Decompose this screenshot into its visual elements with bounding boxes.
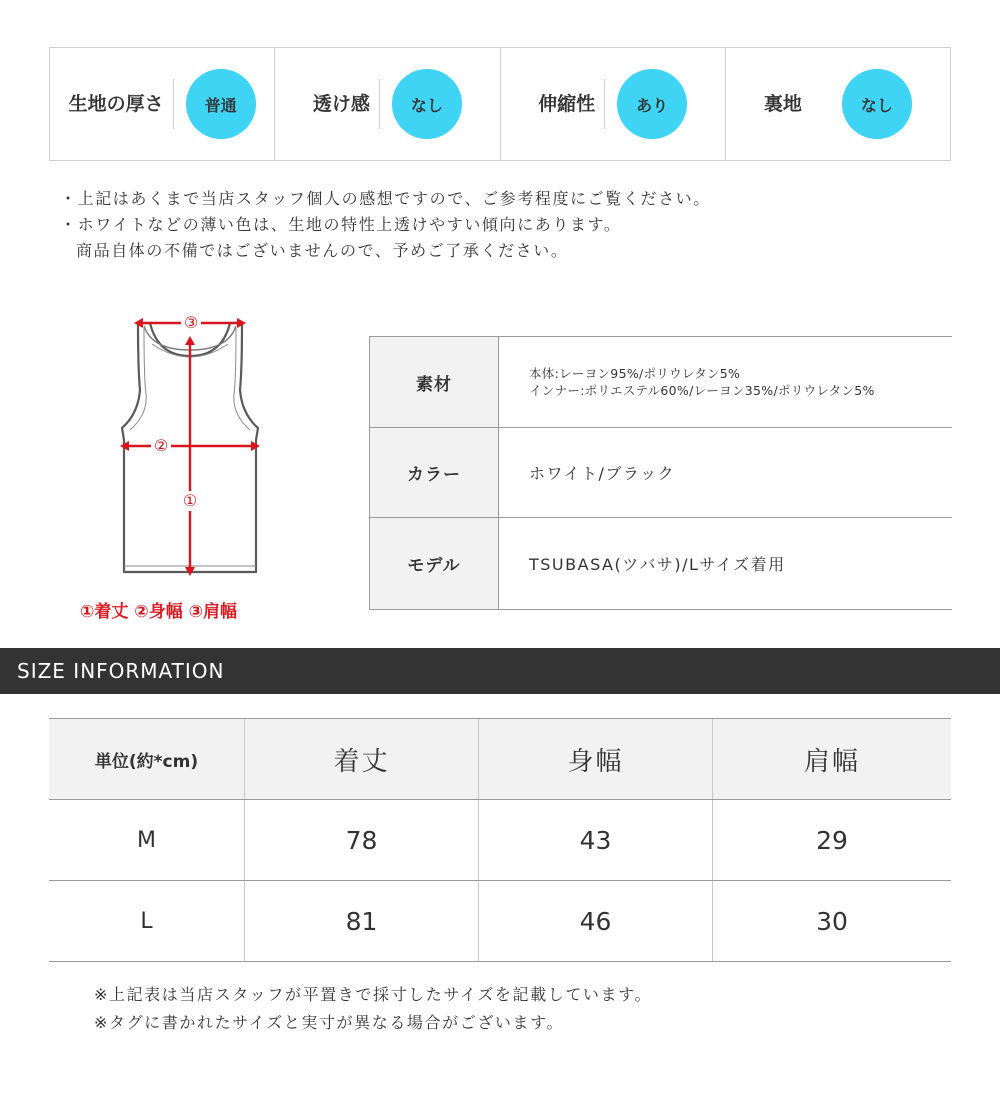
- attribute-label: 透け感: [313, 79, 380, 129]
- attribute-label: 伸縮性: [538, 79, 605, 129]
- attribute-badge: なし: [392, 69, 462, 139]
- header-unit: 単位(約*cm): [49, 719, 245, 799]
- attribute-thickness: [50, 48, 275, 160]
- marker-length: ①: [180, 491, 200, 511]
- size-label: M: [49, 800, 245, 880]
- size-value: 29: [816, 825, 848, 855]
- spec-table: [369, 336, 952, 610]
- fabric-attributes: [49, 47, 951, 161]
- spec-row-model: [369, 518, 952, 610]
- tank-top-illustration: [80, 310, 320, 600]
- size-value: 43: [479, 800, 713, 880]
- attribute-lining: [726, 48, 950, 160]
- header-length: 着丈: [245, 719, 479, 799]
- spec-value: [499, 337, 952, 427]
- fabric-notes: [60, 186, 711, 264]
- header-body-width: 身幅: [479, 719, 713, 799]
- size-section-title: SIZE INFORMATION: [0, 648, 1000, 694]
- attribute-badge: 普通: [186, 69, 256, 139]
- size-value: 30: [816, 906, 848, 936]
- material-line: インナー:ポリエステル60%/レーヨン35%/ポリウレタン5%: [529, 383, 875, 398]
- spec-key: 素材: [369, 337, 499, 427]
- attribute-label: 生地の厚さ: [69, 79, 174, 129]
- marker-body-width: ②: [151, 436, 171, 456]
- diagram-legend: ①着丈 ②身幅 ③肩幅: [80, 602, 238, 622]
- attribute-label: 裏地: [763, 93, 802, 115]
- attribute-stretch: [501, 48, 726, 160]
- attribute-badge: あり: [617, 69, 687, 139]
- size-table: [49, 718, 951, 962]
- spec-key: カラー: [369, 428, 499, 517]
- attribute-badge: なし: [842, 69, 912, 139]
- measurement-diagram: [80, 310, 320, 630]
- material-line: 本体:レーヨン95%/ポリウレタン5%: [529, 366, 741, 381]
- table-row: [49, 800, 951, 881]
- spec-row-color: [369, 428, 952, 518]
- note-line: ※上記表は当店スタッフが平置きで採寸したサイズを記載しています。: [94, 985, 653, 1004]
- spec-value: ホワイト/ブラック: [529, 464, 676, 483]
- measurement-notes: [94, 981, 652, 1037]
- spec-value: TSUBASA(ツバサ)/Lサイズ着用: [529, 555, 786, 574]
- note-line: ・ホワイトなどの薄い色は、生地の特性上透けやすい傾向にあります。: [60, 215, 622, 234]
- size-value: 81: [245, 881, 479, 961]
- size-label: L: [49, 881, 245, 961]
- note-line: ※タグに書かれたサイズと実寸が異なる場合がございます。: [94, 1013, 565, 1032]
- note-line: ・上記はあくまで当店スタッフ個人の感想ですので、ご参考程度にご覧ください。: [60, 189, 711, 208]
- table-row: [49, 881, 951, 962]
- spec-key: モデル: [369, 518, 499, 609]
- size-value: 46: [479, 881, 713, 961]
- table-header-row: [49, 719, 951, 800]
- note-line: 商品自体の不備ではございませんので、予めご了承ください。: [76, 241, 569, 260]
- attribute-sheerness: [275, 48, 500, 160]
- header-shoulder-width: 肩幅: [803, 746, 860, 777]
- marker-shoulder-width: ③: [181, 313, 201, 333]
- size-value: 78: [245, 800, 479, 880]
- spec-row-material: [369, 337, 952, 428]
